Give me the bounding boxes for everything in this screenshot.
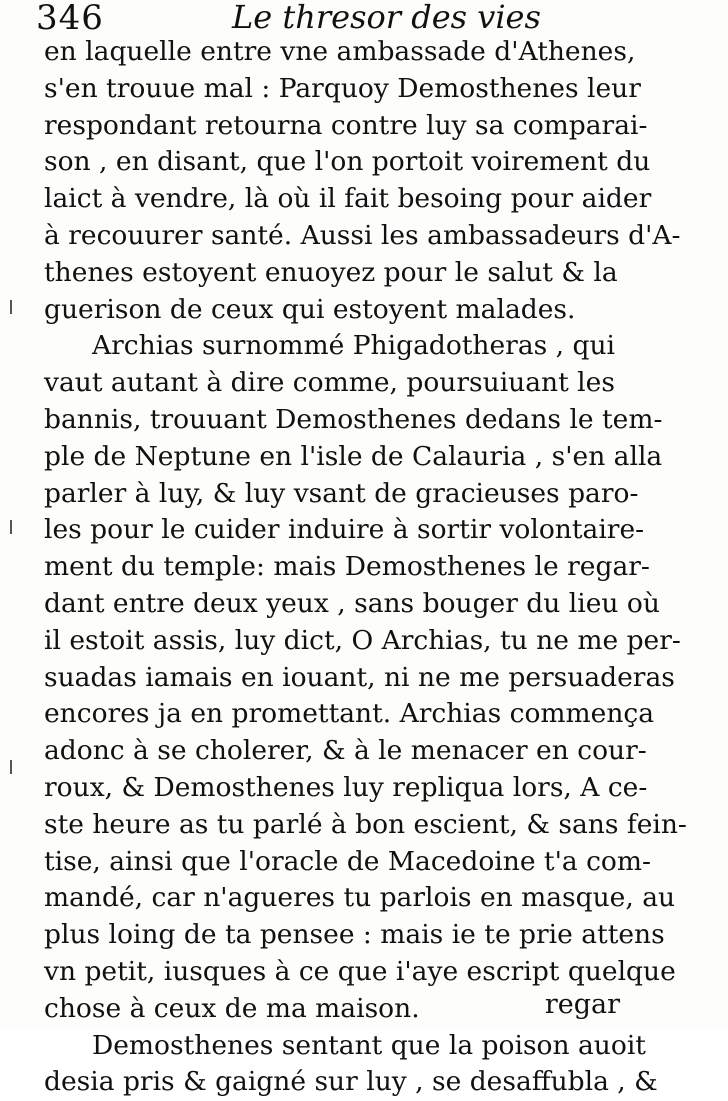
text-line: laict à vendre, là où il fait besoing pour aider	[44, 183, 652, 215]
text-line: encores ja en promettant. Archias commença	[44, 698, 655, 730]
text-line: adonc à se cholerer, & à le menacer en cour-	[44, 735, 647, 767]
text-line: ment du temple: mais Demosthenes le regar-	[44, 551, 650, 583]
text-line: ste heure as tu parlé à bon escient, & sans fein-	[44, 808, 687, 840]
text-line: bannis, trouuant Demosthenes dedans le tem-	[44, 403, 663, 435]
text-line: thenes estoyent enuoyez pour le salut & la	[44, 256, 618, 288]
text-line: à recouurer santé. Aussi les ambassadeurs d'A-	[44, 219, 681, 251]
text-line: Archias surnommé Phigadotheras , qui	[92, 330, 616, 362]
text-line: s'en trouue mal : Parquoy Demosthenes leur	[44, 72, 641, 104]
text-line: vn petit, iusques à ce que i'aye escript quelque	[44, 955, 676, 987]
text-line: il estoit assis, luy dict, O Archias, tu ne me per-	[44, 624, 681, 656]
running-title: Le thresor des vies	[232, 0, 541, 36]
page-edge-mark	[10, 300, 12, 314]
text-line: dant entre deux yeux , sans bouger du lieu où	[44, 587, 660, 619]
text-line: en laquelle entre vne ambassade d'Athenes,	[44, 36, 636, 67]
text-line: suadas iamais en iouant, ni ne me persuaderas	[44, 661, 675, 693]
text-line: plus loing de ta pensee : mais ie te prie attens	[44, 919, 665, 951]
text-line: parler à luy, & luy vsant de gracieuses paro-	[44, 477, 639, 509]
text-line: son , en disant, que l'on portoit voirement du	[44, 146, 651, 178]
text-line: respondant retourna contre luy sa comparai-	[44, 109, 648, 141]
text-line: chose à ceux de ma maison.	[44, 992, 420, 1024]
text-line: mandé, car n'agueres tu parlois en masque, au	[44, 882, 676, 914]
text-line: ple de Neptune en l'isle de Calauria , s'en alla	[44, 440, 663, 472]
text-line: guerison de ceux qui estoyent malades.	[44, 293, 576, 325]
page-number: 346	[36, 0, 104, 38]
body-text	[44, 34, 687, 1101]
page-edge-mark	[10, 520, 12, 534]
text-line: roux, & Demosthenes luy repliqua lors, A ce-	[44, 771, 648, 803]
page-header	[36, 0, 706, 38]
text-line: tise, ainsi que l'oracle de Macedoine t'a com-	[44, 845, 651, 877]
text-line: vaut autant à dire comme, poursuiuant les	[44, 367, 615, 399]
page-edge-mark	[10, 760, 12, 774]
catchword: regar	[544, 989, 620, 1020]
text-line: Demosthenes sentant que la poison auoit	[92, 1029, 646, 1061]
text-line: desia pris & gaigné sur luy , se desaffubla , &	[44, 1066, 658, 1098]
text-line: les pour le cuider induire à sortir volontaire-	[44, 514, 645, 546]
